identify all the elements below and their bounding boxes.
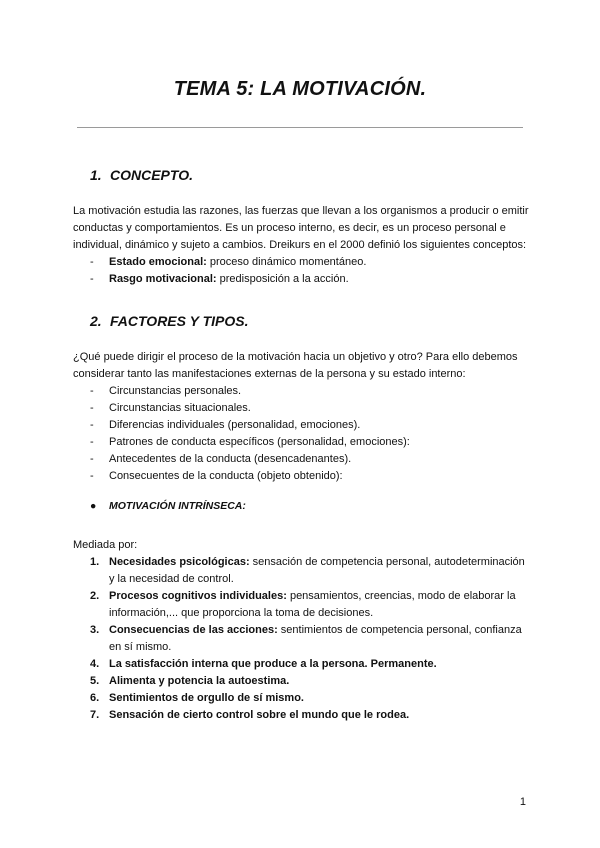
definition: proceso dinámico momentáneo. xyxy=(206,256,367,268)
definition: pensamientos, creencias, modo de elaborar la información,... que proporciona la toma de decisiones. xyxy=(109,590,516,619)
term: Procesos cognitivos individuales: xyxy=(109,590,287,602)
item-number: 6. xyxy=(90,692,100,704)
definition: sentimientos de competencia personal, confianza en sí mismo. xyxy=(109,624,522,653)
list-item: - Diferencias individuales (personalidad, emociones). xyxy=(90,417,530,434)
intrinsic-heading xyxy=(90,500,246,512)
term: Estado emocional: xyxy=(109,256,207,268)
intrinsic-lead: Mediada por: xyxy=(73,539,138,551)
section-title: FACTORES Y TIPOS. xyxy=(110,313,249,329)
page-number: 1 xyxy=(519,796,526,808)
list-item xyxy=(90,673,530,690)
item-number: 3. xyxy=(90,624,100,636)
term: Alimenta y potencia la autoestima. xyxy=(109,675,290,687)
page-title: TEMA 5: LA MOTIVACIÓN. xyxy=(173,78,427,100)
intrinsic-list xyxy=(90,554,530,724)
list-item: - Circunstancias situacionales. xyxy=(90,400,530,417)
section-title: CONCEPTO. xyxy=(110,167,193,183)
list-item xyxy=(90,622,530,656)
item-number: 1. xyxy=(90,556,100,568)
title-divider xyxy=(77,127,523,128)
item-number: 5. xyxy=(90,675,100,687)
section-number: 2. xyxy=(90,313,102,329)
intrinsic-title: MOTIVACIÓN INTRÍNSECA: xyxy=(109,500,246,512)
list-item: - Circunstancias personales. xyxy=(90,383,530,400)
term: La satisfacción interna que produce a la persona. Permanente. xyxy=(109,658,437,670)
item-number: 7. xyxy=(90,709,100,721)
term: Consecuencias de las acciones: xyxy=(109,624,278,636)
term: Necesidades psicológicas: xyxy=(109,556,250,568)
definition: sensación de competencia personal, autodeterminación y la necesidad de control. xyxy=(109,556,525,585)
list-item xyxy=(90,271,530,288)
list-item xyxy=(90,707,530,724)
concepto-list xyxy=(90,254,530,288)
definition: predisposición a la acción. xyxy=(216,273,349,285)
list-item xyxy=(90,588,530,622)
term: Sentimientos de orgullo de sí mismo. xyxy=(109,692,304,704)
bullet-icon: ● xyxy=(90,500,97,512)
term: Sensación de cierto control sobre el mundo que le rodea. xyxy=(109,709,410,721)
list-item xyxy=(90,554,530,588)
section-heading-factores xyxy=(90,313,248,329)
list-item: - Consecuentes de la conducta (objeto obtenido): xyxy=(90,468,530,485)
factores-list xyxy=(90,383,530,485)
section-number: 1. xyxy=(90,167,102,183)
list-item xyxy=(90,254,530,271)
term: Rasgo motivacional: xyxy=(109,273,217,285)
item-number: 2. xyxy=(90,590,100,602)
item-number: 4. xyxy=(90,658,100,670)
list-item: - Patrones de conducta específicos (personalidad, emociones): xyxy=(90,434,530,451)
section-heading-concepto xyxy=(90,167,193,183)
factores-paragraph: ¿Qué puede dirigir el proceso de la motivación hacia un objetivo y otro? Para ello debemos considerar tanto las manifestaciones externas de la persona y su estado interno: xyxy=(73,351,518,380)
concepto-paragraph: La motivación estudia las razones, las fuerzas que llevan a los organismos a producir o emitir conductas y comportamientos. Es un proceso interno, es decir, es un proceso personal e individual, dinámico y sujeto a cambios. Dreikurs en el 2000 definió los siguientes conceptos: xyxy=(73,205,529,251)
list-item: - Antecedentes de la conducta (desencadenantes). xyxy=(90,451,530,468)
list-item xyxy=(90,656,530,673)
list-item xyxy=(90,690,530,707)
